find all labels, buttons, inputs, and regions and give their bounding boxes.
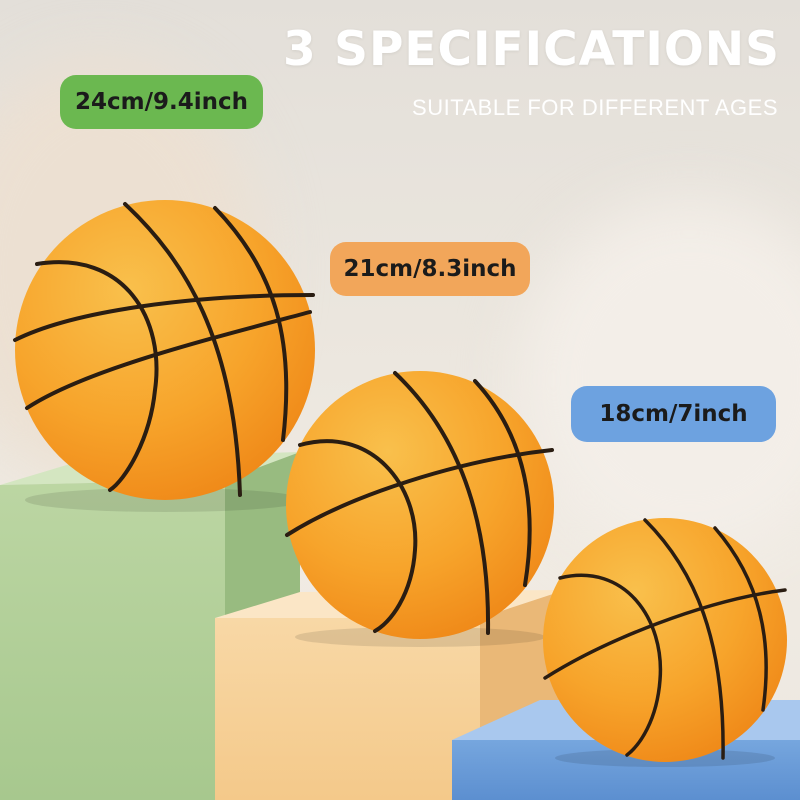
size-tag-18cm: 18cm/7inch bbox=[571, 386, 776, 442]
size-tag-24cm: 24cm/9.4inch bbox=[60, 75, 263, 129]
headline: 3 SPECIFICATIONS bbox=[283, 22, 780, 77]
subheadline: SUITABLE FOR DIFFERENT AGES bbox=[412, 95, 778, 120]
size-tag-21cm: 21cm/8.3inch bbox=[330, 242, 530, 296]
